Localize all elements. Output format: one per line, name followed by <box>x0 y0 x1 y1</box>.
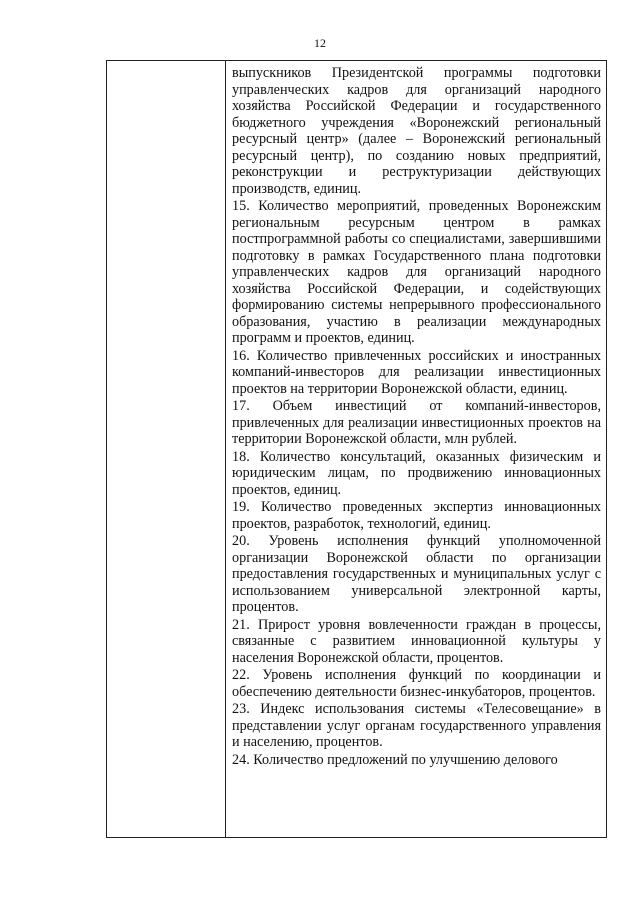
list-item: 18. Количество консультаций, оказанных физическим и юридическим лицам, по продвижению инновационных проектов, единиц. <box>232 448 601 498</box>
table-row <box>107 61 607 838</box>
table-cell-left <box>107 61 226 838</box>
table-cell-right <box>226 61 607 838</box>
list-item: 15. Количество мероприятий, проведенных Воронежским региональным ресурсным центром в рамках постпрограммной работы со специалистами, завершившими подготовку в рамках Государственного плана подготовки управленческих кадров для организаций народного хозяйства Российской Федерации, и содействующих формированию системы непрерывного профессионального образования, участию в реализации международных программ и проектов, единиц. <box>232 198 601 346</box>
list-item: выпускников Президентской программы подготовки управленческих кадров для организаций народного хозяйства Российской Федерации и государственного бюджетного учреждения «Воронежский региональный ресурсный центр» (далее – Воронежский региональный ресурсный центр), по созданию новых предприятий, реконструкции и реструктуризации действующих производств, единиц. <box>232 65 601 197</box>
list-item: 21. Прирост уровня вовлеченности граждан в процессы, связанные с развитием инновационной культуры у населения Воронежской области, процентов. <box>232 616 601 666</box>
list-item: 24. Количество предложений по улучшению делового <box>232 751 558 768</box>
list-item: 19. Количество проведенных экспертиз инновационных проектов, разработок, технологий, единиц. <box>232 499 601 532</box>
document-table <box>106 60 607 838</box>
list-item: 22. Уровень исполнения функций по координации и обеспечению деятельности бизнес-инкубаторов, процентов. <box>232 667 601 700</box>
page-number: 12 <box>314 36 326 50</box>
list-item: 20. Уровень исполнения функций уполномоченной организации Воронежской области по организации предоставления государственных и муниципальных услуг с использованием универсальной электронной карты, процентов. <box>232 533 601 615</box>
list-item: 16. Количество привлеченных российских и иностранных компаний-инвесторов для реализации инвестиционных проектов на территории Воронежской области, единиц. <box>232 347 601 397</box>
list-item: 23. Индекс использования системы «Телесовещание» в представлении услуг органам государственного управления и населению, процентов. <box>232 701 601 750</box>
list-item: 17. Объем инвестиций от компаний-инвесторов, привлеченных для реализации инвестиционных проектов на территории Воронежской области, млн рублей. <box>232 398 601 447</box>
